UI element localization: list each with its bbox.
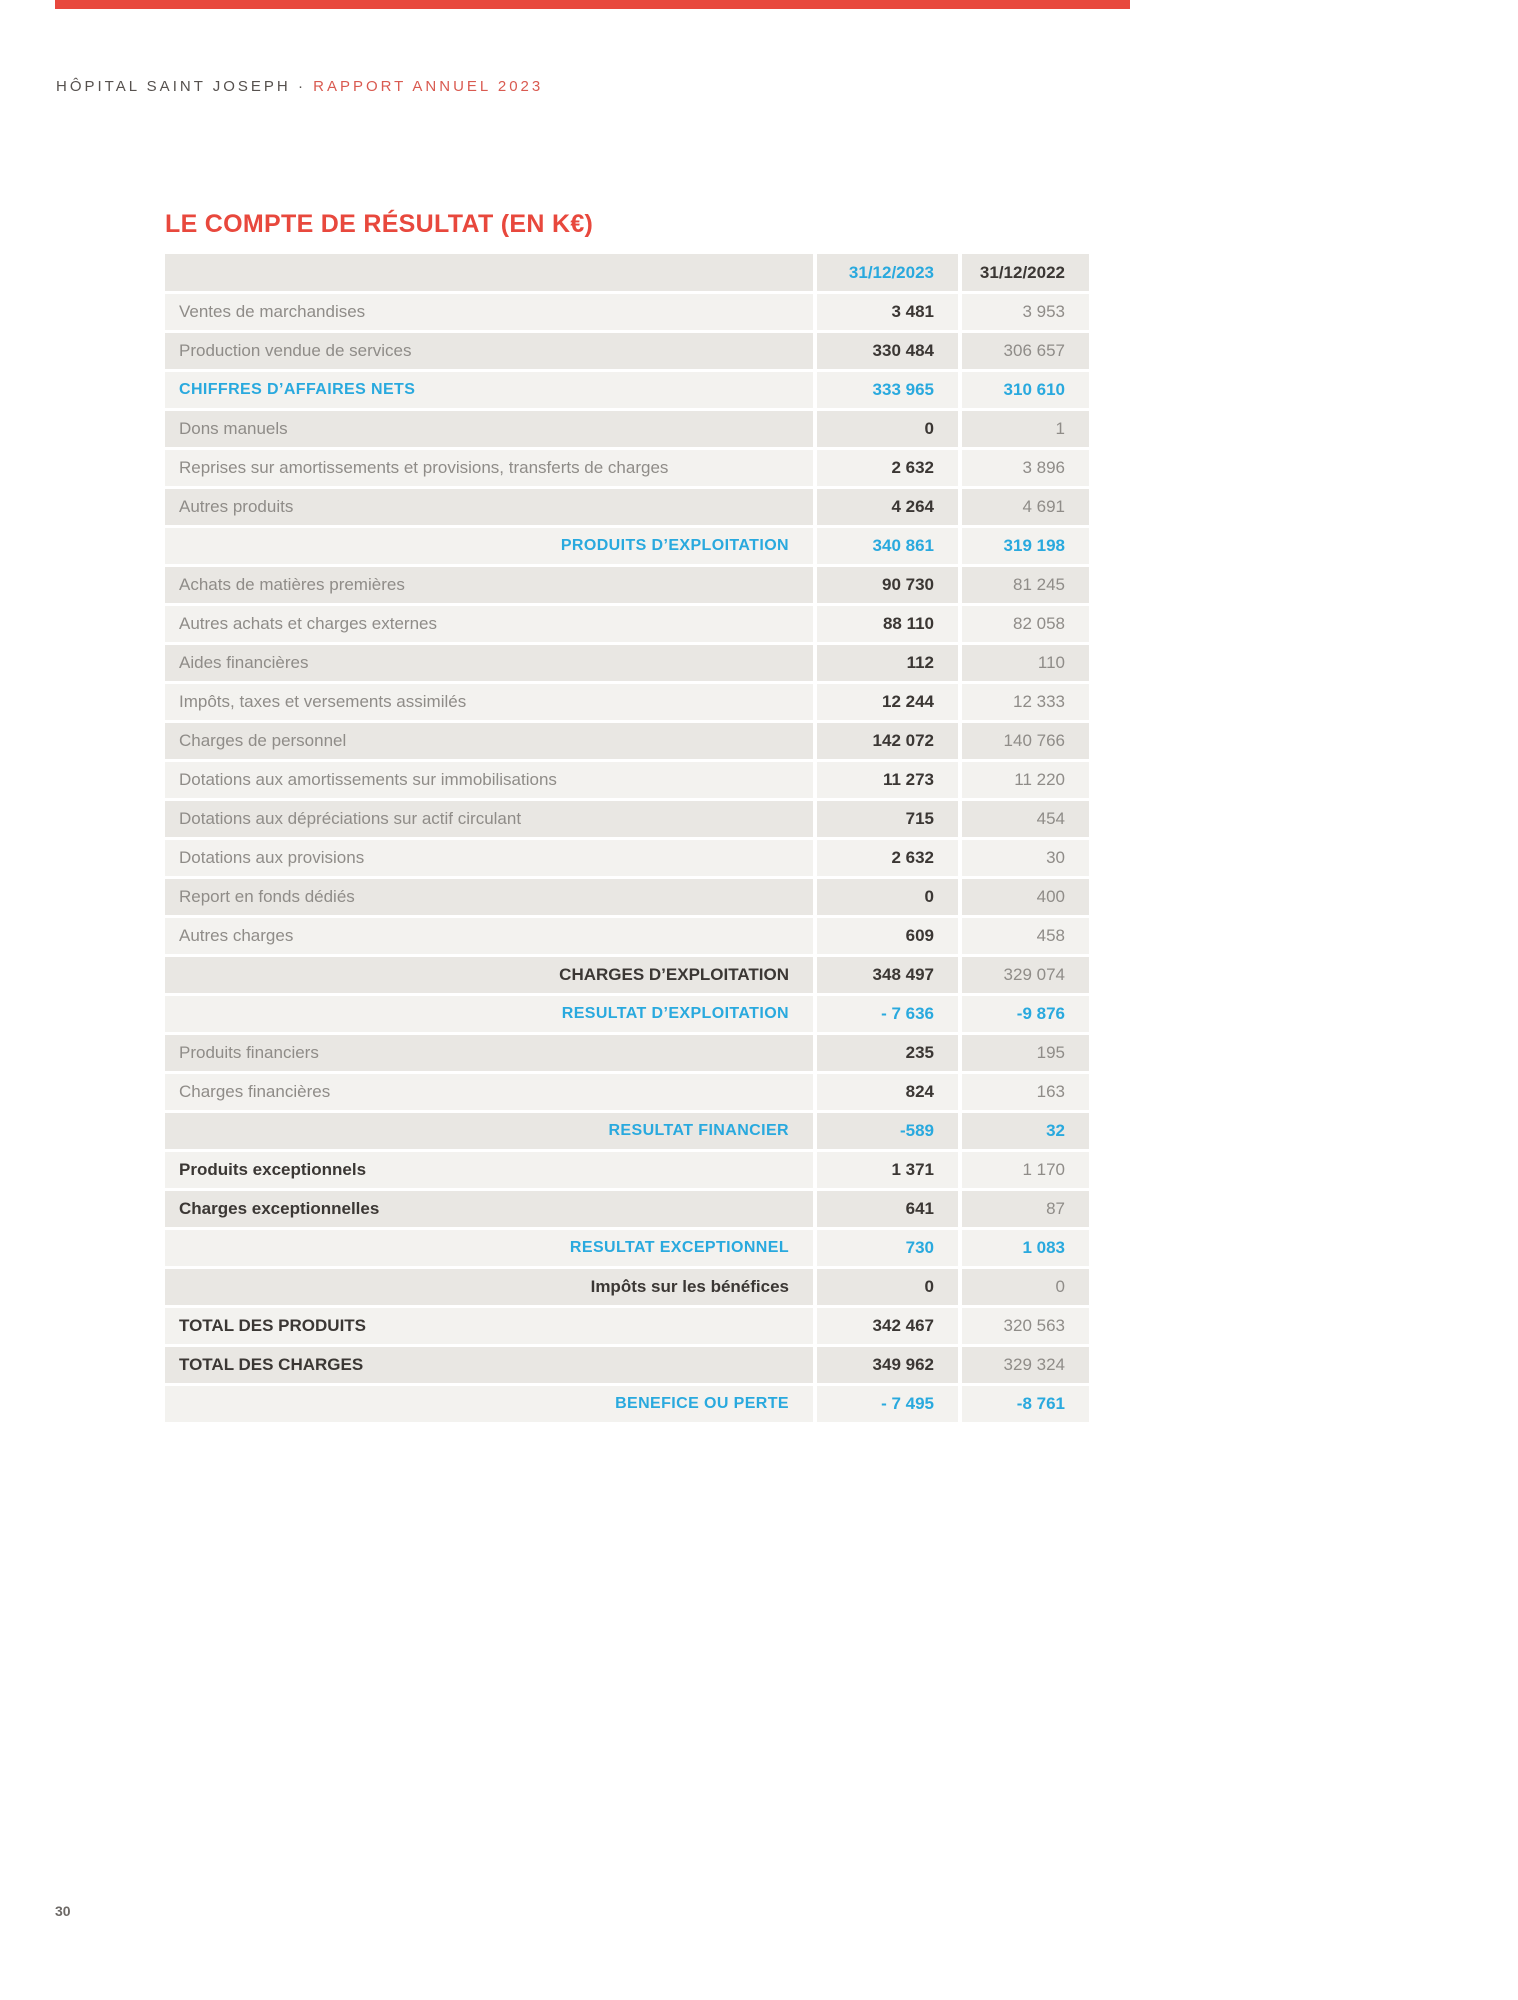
value-2022: 3 896 xyxy=(962,450,1089,486)
page-title: LE COMPTE DE RÉSULTAT (EN K€) xyxy=(165,210,594,238)
row-label: Charges financières xyxy=(165,1074,813,1110)
document-header xyxy=(56,78,543,95)
column-header-2022: 31/12/2022 xyxy=(962,254,1089,291)
value-2022: 163 xyxy=(962,1074,1089,1110)
table-row xyxy=(165,372,1089,408)
table-row xyxy=(165,450,1089,486)
value-2023: 342 467 xyxy=(817,1308,958,1344)
value-2023: 1 371 xyxy=(817,1152,958,1188)
value-2022: 0 xyxy=(962,1269,1089,1305)
row-label: Achats de matières premières xyxy=(165,567,813,603)
value-2022: 3 953 xyxy=(962,294,1089,330)
row-label: Impôts, taxes et versements assimilés xyxy=(165,684,813,720)
value-2022: 306 657 xyxy=(962,333,1089,369)
table-row xyxy=(165,762,1089,798)
value-2022: -8 761 xyxy=(962,1386,1089,1422)
table-row xyxy=(165,567,1089,603)
value-2022: 12 333 xyxy=(962,684,1089,720)
value-2023: 11 273 xyxy=(817,762,958,798)
row-label: TOTAL DES CHARGES xyxy=(165,1347,813,1383)
table-row xyxy=(165,996,1089,1032)
value-2022: 82 058 xyxy=(962,606,1089,642)
value-2023: 824 xyxy=(817,1074,958,1110)
value-2023: 609 xyxy=(817,918,958,954)
header-separator: · xyxy=(297,78,314,95)
value-2023: 349 962 xyxy=(817,1347,958,1383)
value-2022: 400 xyxy=(962,879,1089,915)
row-label: Produits financiers xyxy=(165,1035,813,1071)
row-label: RESULTAT EXCEPTIONNEL xyxy=(165,1230,813,1266)
value-2023: 88 110 xyxy=(817,606,958,642)
value-2023: 142 072 xyxy=(817,723,958,759)
table-row xyxy=(165,1074,1089,1110)
row-label: CHARGES D’EXPLOITATION xyxy=(165,957,813,993)
row-label: Charges de personnel xyxy=(165,723,813,759)
row-label: Production vendue de services xyxy=(165,333,813,369)
row-label: BENEFICE OU PERTE xyxy=(165,1386,813,1422)
row-label: Autres produits xyxy=(165,489,813,525)
value-2023: 235 xyxy=(817,1035,958,1071)
row-label: Produits exceptionnels xyxy=(165,1152,813,1188)
value-2022: 4 691 xyxy=(962,489,1089,525)
value-2022: 329 324 xyxy=(962,1347,1089,1383)
table-header-row xyxy=(165,254,1089,291)
value-2023: 12 244 xyxy=(817,684,958,720)
table-row xyxy=(165,294,1089,330)
table-row xyxy=(165,684,1089,720)
value-2023: 333 965 xyxy=(817,372,958,408)
table-row xyxy=(165,1152,1089,1188)
value-2023: 2 632 xyxy=(817,840,958,876)
value-2022: 320 563 xyxy=(962,1308,1089,1344)
row-label: Dotations aux amortissements sur immobilisations xyxy=(165,762,813,798)
table-row xyxy=(165,723,1089,759)
table-row xyxy=(165,957,1089,993)
value-2022: -9 876 xyxy=(962,996,1089,1032)
row-label: Aides financières xyxy=(165,645,813,681)
table-row xyxy=(165,879,1089,915)
row-label: Autres charges xyxy=(165,918,813,954)
value-2023: - 7 636 xyxy=(817,996,958,1032)
value-2023: - 7 495 xyxy=(817,1386,958,1422)
row-label: Impôts sur les bénéfices xyxy=(165,1269,813,1305)
value-2023: 715 xyxy=(817,801,958,837)
table-row xyxy=(165,1386,1089,1422)
header-empty-cell xyxy=(165,254,813,291)
table-row xyxy=(165,1230,1089,1266)
value-2023: 730 xyxy=(817,1230,958,1266)
value-2022: 30 xyxy=(962,840,1089,876)
value-2023: 0 xyxy=(817,1269,958,1305)
value-2023: 330 484 xyxy=(817,333,958,369)
value-2022: 1 170 xyxy=(962,1152,1089,1188)
column-header-2023: 31/12/2023 xyxy=(817,254,958,291)
row-label: RESULTAT D’EXPLOITATION xyxy=(165,996,813,1032)
value-2022: 319 198 xyxy=(962,528,1089,564)
value-2022: 87 xyxy=(962,1191,1089,1227)
table-row xyxy=(165,918,1089,954)
row-label: TOTAL DES PRODUITS xyxy=(165,1308,813,1344)
row-label: Ventes de marchandises xyxy=(165,294,813,330)
value-2022: 454 xyxy=(962,801,1089,837)
hospital-name: HÔPITAL SAINT JOSEPH xyxy=(56,78,291,95)
value-2023: 4 264 xyxy=(817,489,958,525)
row-label: Dotations aux dépréciations sur actif circulant xyxy=(165,801,813,837)
table-row xyxy=(165,333,1089,369)
table-row xyxy=(165,1113,1089,1149)
value-2022: 81 245 xyxy=(962,567,1089,603)
value-2023: 3 481 xyxy=(817,294,958,330)
value-2022: 458 xyxy=(962,918,1089,954)
value-2023: 348 497 xyxy=(817,957,958,993)
row-label: RESULTAT FINANCIER xyxy=(165,1113,813,1149)
row-label: Dotations aux provisions xyxy=(165,840,813,876)
value-2022: 1 xyxy=(962,411,1089,447)
value-2022: 110 xyxy=(962,645,1089,681)
value-2023: -589 xyxy=(817,1113,958,1149)
top-accent-bar xyxy=(55,0,1130,9)
table-row xyxy=(165,645,1089,681)
report-name: RAPPORT ANNUEL 2023 xyxy=(313,78,544,95)
row-label: Charges exceptionnelles xyxy=(165,1191,813,1227)
row-label: Autres achats et charges externes xyxy=(165,606,813,642)
value-2023: 641 xyxy=(817,1191,958,1227)
value-2022: 329 074 xyxy=(962,957,1089,993)
table-row xyxy=(165,528,1089,564)
table-row xyxy=(165,489,1089,525)
row-label: Report en fonds dédiés xyxy=(165,879,813,915)
table-row xyxy=(165,606,1089,642)
table-row xyxy=(165,840,1089,876)
value-2022: 11 220 xyxy=(962,762,1089,798)
value-2023: 90 730 xyxy=(817,567,958,603)
table-row xyxy=(165,1191,1089,1227)
page-number: 30 xyxy=(55,1903,71,1919)
row-label: CHIFFRES D’AFFAIRES NETS xyxy=(165,372,813,408)
value-2023: 2 632 xyxy=(817,450,958,486)
table-row xyxy=(165,801,1089,837)
value-2022: 1 083 xyxy=(962,1230,1089,1266)
value-2022: 140 766 xyxy=(962,723,1089,759)
row-label: Reprises sur amortissements et provisions, transferts de charges xyxy=(165,450,813,486)
table-row xyxy=(165,1308,1089,1344)
table-row xyxy=(165,1347,1089,1383)
value-2023: 0 xyxy=(817,411,958,447)
value-2022: 310 610 xyxy=(962,372,1089,408)
value-2022: 32 xyxy=(962,1113,1089,1149)
table-row xyxy=(165,1269,1089,1305)
value-2023: 340 861 xyxy=(817,528,958,564)
table-row xyxy=(165,411,1089,447)
row-label: PRODUITS D’EXPLOITATION xyxy=(165,528,813,564)
value-2023: 112 xyxy=(817,645,958,681)
table-row xyxy=(165,1035,1089,1071)
value-2023: 0 xyxy=(817,879,958,915)
table-body xyxy=(165,294,1089,1422)
value-2022: 195 xyxy=(962,1035,1089,1071)
results-table xyxy=(165,254,1089,1422)
row-label: Dons manuels xyxy=(165,411,813,447)
